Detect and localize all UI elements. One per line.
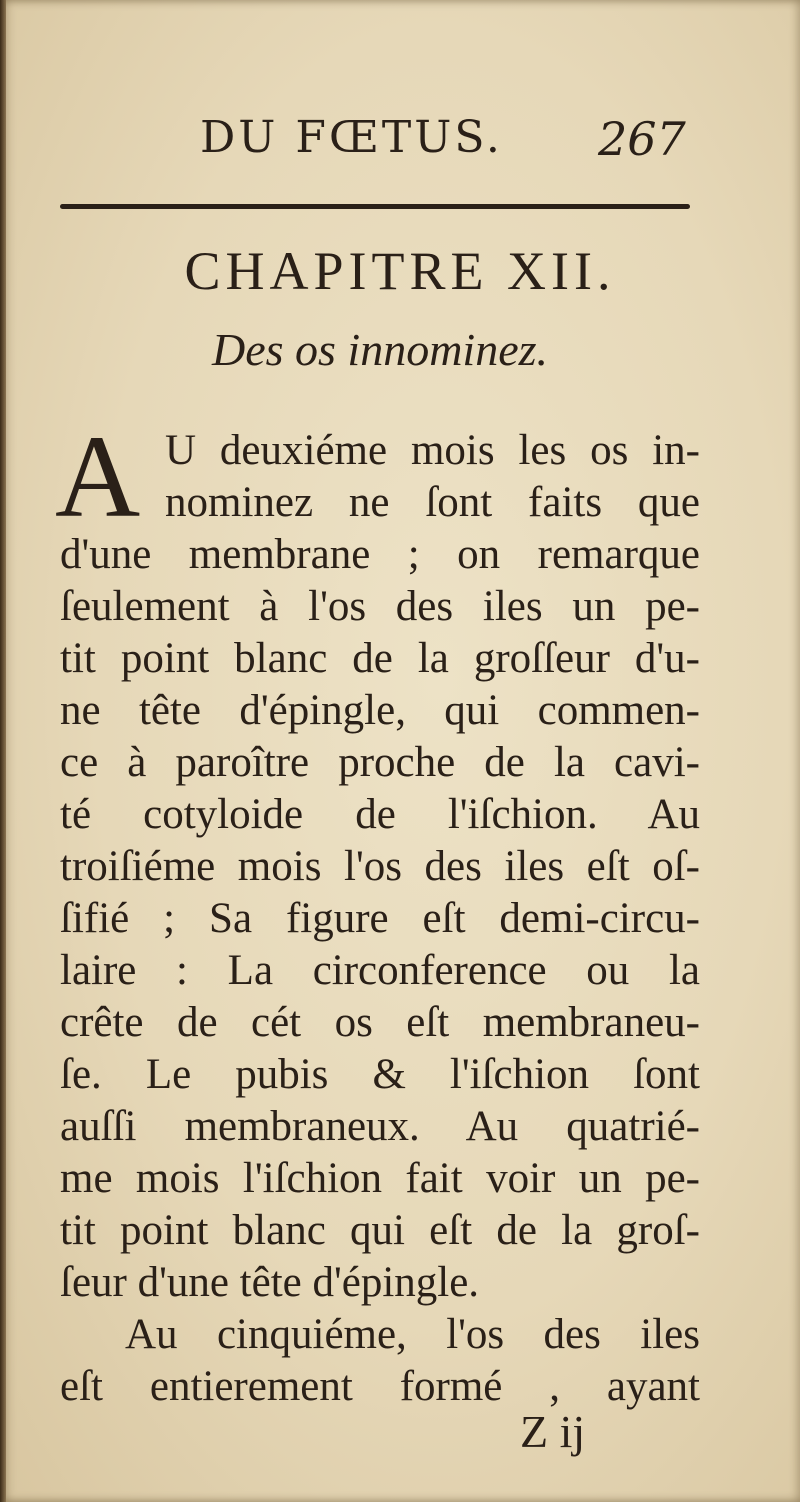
text-line: troiſiéme mois l'os des iles eſt oſ- <box>60 843 700 890</box>
book-spine-shadow <box>0 0 6 1502</box>
text-line: auſſi membraneux. Au quatrié- <box>60 1103 700 1150</box>
text-line: ne tête d'épingle, qui commen- <box>60 687 700 734</box>
text-line: ſeulement à l'os des iles un pe- <box>60 583 700 630</box>
text-line: me mois l'iſchion fait voir un pe- <box>60 1155 700 1202</box>
page-number: 267 <box>598 112 686 166</box>
running-head: DU FŒTUS. <box>200 112 503 163</box>
chapter-subtitle: Des os innominez. <box>211 324 549 375</box>
chapter-title: CHAPITRE XII. <box>184 241 616 301</box>
signature-mark: Z ij <box>520 1406 586 1457</box>
text-line: laire : La circonference ou la <box>60 947 700 994</box>
text-line: U deuxiéme mois les os in- <box>165 427 700 474</box>
text-line: ſeur d'une tête d'épingle. <box>60 1259 480 1306</box>
text-line: eſt entierement formé , ayant <box>60 1363 700 1410</box>
text-line: tit point blanc de la groſſeur d'u- <box>60 635 700 682</box>
text-line: ſe. Le pubis & l'iſchion ſont <box>60 1051 700 1098</box>
text-line: ce à paroître proche de la cavi- <box>60 739 700 786</box>
text-line: ſifié ; Sa figure eſt demi-circu- <box>60 895 700 942</box>
text-line: nominez ne ſont faits que <box>165 479 700 526</box>
text-line: té cotyloide de l'iſchion. Au <box>60 791 700 838</box>
text-line: tit point blanc qui eſt de la groſ- <box>60 1207 700 1254</box>
text-line: crête de cét os eſt membraneu- <box>60 999 700 1046</box>
text-line: d'une membrane ; on remarque <box>60 531 700 578</box>
header-rule <box>60 204 690 209</box>
text-line: Au cinquiéme, l'os des iles <box>125 1311 700 1358</box>
drop-cap: A <box>55 411 141 542</box>
